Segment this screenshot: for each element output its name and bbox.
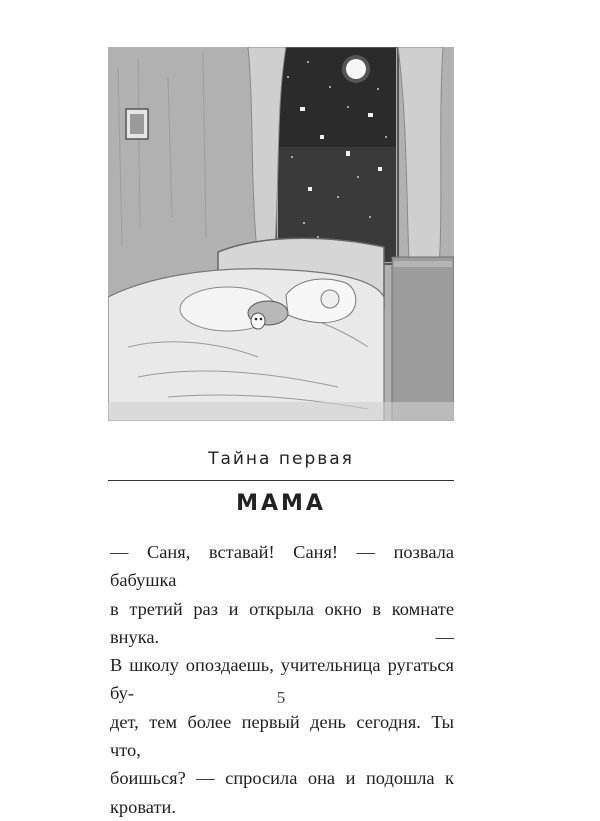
chapter-divider [108,480,454,481]
body-paragraph [110,538,454,821]
paragraph-line: в третий раз и открыла окно в комнате внука. — [110,598,454,647]
paragraph-line: боишься? — спросила она и подошла к кровати. [110,768,454,817]
paragraph-line: дет, тем более первый день сегодня. Ты что, [110,711,454,761]
paragraph-line: В школу опоздаешь, учительница ругаться бу- [110,655,454,704]
paragraph-line: — Саня, вставай! Саня! — позвала бабушка [110,542,454,591]
illustration-bedroom [108,47,454,421]
page-number: 5 [276,688,286,707]
chapter-title: МАМА [236,491,326,516]
chapter-label: Тайна первая [208,449,354,469]
